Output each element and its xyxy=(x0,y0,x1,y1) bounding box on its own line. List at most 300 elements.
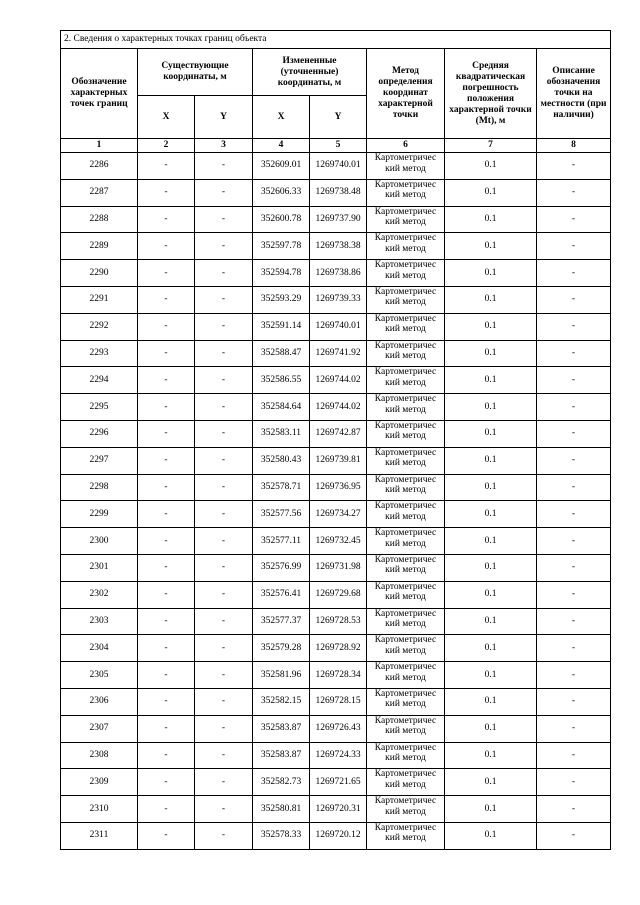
point-cell: 2287 xyxy=(61,179,138,206)
changed-y-cell: 1269742.87 xyxy=(310,420,367,447)
accuracy-cell: 0.1 xyxy=(445,822,537,849)
method-line: Картометричес xyxy=(374,179,437,190)
changed-y-cell: 1269728.15 xyxy=(310,688,367,715)
accuracy-cell: 0.1 xyxy=(445,474,537,501)
existing-y-cell: - xyxy=(195,688,253,715)
table-header xyxy=(61,31,611,153)
existing-x-cell: - xyxy=(138,581,195,608)
header-point-name: Обозначение характерных точек границ xyxy=(61,49,138,139)
point-cell: 2305 xyxy=(61,662,138,689)
table-row xyxy=(61,742,611,769)
table-row xyxy=(61,286,611,313)
existing-x-cell: - xyxy=(138,822,195,849)
method-line: кий метод xyxy=(385,511,426,522)
existing-x-cell: - xyxy=(138,715,195,742)
method-line: Картометричес xyxy=(374,394,437,405)
header-existing-x: X xyxy=(138,96,195,139)
method-cell xyxy=(367,554,445,581)
description-cell: - xyxy=(537,742,611,769)
table-row xyxy=(61,662,611,689)
table-row xyxy=(61,260,611,287)
column-number-row xyxy=(61,139,611,153)
column-number: 3 xyxy=(195,139,253,153)
existing-y-cell: - xyxy=(195,796,253,823)
method-cell xyxy=(367,447,445,474)
method-line: Картометричес xyxy=(374,769,437,780)
existing-x-cell: - xyxy=(138,153,195,180)
table-row xyxy=(61,179,611,206)
changed-y-cell: 1269738.38 xyxy=(310,233,367,260)
changed-x-cell: 352588.47 xyxy=(253,340,310,367)
existing-x-cell: - xyxy=(138,286,195,313)
changed-y-cell: 1269736.95 xyxy=(310,474,367,501)
changed-x-cell: 352591.14 xyxy=(253,313,310,340)
changed-x-cell: 352584.64 xyxy=(253,394,310,421)
method-line: Картометричес xyxy=(374,286,437,297)
existing-x-cell: - xyxy=(138,554,195,581)
point-cell: 2302 xyxy=(61,581,138,608)
method-line: Картометричес xyxy=(374,233,437,244)
description-cell: - xyxy=(537,635,611,662)
accuracy-cell: 0.1 xyxy=(445,179,537,206)
changed-x-cell: 352578.71 xyxy=(253,474,310,501)
method-cell xyxy=(367,313,445,340)
changed-y-cell: 1269739.81 xyxy=(310,447,367,474)
changed-x-cell: 352583.11 xyxy=(253,420,310,447)
existing-y-cell: - xyxy=(195,554,253,581)
changed-y-cell: 1269720.31 xyxy=(310,796,367,823)
method-cell xyxy=(367,474,445,501)
changed-y-cell: 1269728.92 xyxy=(310,635,367,662)
changed-x-cell: 352597.78 xyxy=(253,233,310,260)
accuracy-cell: 0.1 xyxy=(445,635,537,662)
existing-x-cell: - xyxy=(138,420,195,447)
point-cell: 2291 xyxy=(61,286,138,313)
method-cell xyxy=(367,206,445,233)
description-cell: - xyxy=(537,554,611,581)
changed-x-cell: 352609.01 xyxy=(253,153,310,180)
point-cell: 2286 xyxy=(61,153,138,180)
existing-x-cell: - xyxy=(138,179,195,206)
description-cell: - xyxy=(537,662,611,689)
existing-y-cell: - xyxy=(195,769,253,796)
description-cell: - xyxy=(537,528,611,555)
accuracy-cell: 0.1 xyxy=(445,528,537,555)
method-line: Картометричес xyxy=(374,447,437,458)
table-row xyxy=(61,206,611,233)
existing-x-cell: - xyxy=(138,313,195,340)
description-cell: - xyxy=(537,367,611,394)
description-cell: - xyxy=(537,796,611,823)
description-cell: - xyxy=(537,233,611,260)
column-number: 8 xyxy=(537,139,611,153)
method-line: кий метод xyxy=(385,699,426,710)
header-changed-coords: Измененные (уточненные) координаты, м xyxy=(253,49,367,96)
existing-x-cell: - xyxy=(138,233,195,260)
changed-y-cell: 1269741.92 xyxy=(310,340,367,367)
method-cell xyxy=(367,662,445,689)
method-line: Картометричес xyxy=(374,688,437,699)
accuracy-cell: 0.1 xyxy=(445,340,537,367)
changed-y-cell: 1269734.27 xyxy=(310,501,367,528)
description-cell: - xyxy=(537,179,611,206)
method-line: кий метод xyxy=(385,485,426,496)
changed-x-cell: 352600.78 xyxy=(253,206,310,233)
point-cell: 2296 xyxy=(61,420,138,447)
existing-y-cell: - xyxy=(195,340,253,367)
existing-x-cell: - xyxy=(138,796,195,823)
existing-x-cell: - xyxy=(138,340,195,367)
existing-x-cell: - xyxy=(138,394,195,421)
accuracy-cell: 0.1 xyxy=(445,286,537,313)
table-row xyxy=(61,608,611,635)
accuracy-cell: 0.1 xyxy=(445,394,537,421)
existing-x-cell: - xyxy=(138,367,195,394)
point-cell: 2298 xyxy=(61,474,138,501)
method-line: кий метод xyxy=(385,217,426,228)
changed-y-cell: 1269738.86 xyxy=(310,260,367,287)
existing-y-cell: - xyxy=(195,260,253,287)
existing-y-cell: - xyxy=(195,367,253,394)
point-cell: 2304 xyxy=(61,635,138,662)
method-line: Картометричес xyxy=(374,528,437,539)
column-number: 1 xyxy=(61,139,138,153)
accuracy-cell: 0.1 xyxy=(445,715,537,742)
column-number: 5 xyxy=(310,139,367,153)
accuracy-cell: 0.1 xyxy=(445,688,537,715)
changed-y-cell: 1269720.12 xyxy=(310,822,367,849)
method-line: Картометричес xyxy=(374,474,437,485)
changed-x-cell: 352583.87 xyxy=(253,742,310,769)
method-line: кий метод xyxy=(385,377,426,388)
table-row xyxy=(61,528,611,555)
table-row xyxy=(61,501,611,528)
table-row xyxy=(61,554,611,581)
method-line: Картометричес xyxy=(374,313,437,324)
existing-y-cell: - xyxy=(195,286,253,313)
existing-y-cell: - xyxy=(195,233,253,260)
changed-y-cell: 1269738.48 xyxy=(310,179,367,206)
column-number: 4 xyxy=(253,139,310,153)
description-cell: - xyxy=(537,447,611,474)
changed-y-cell: 1269721.65 xyxy=(310,769,367,796)
method-cell xyxy=(367,688,445,715)
method-line: Картометричес xyxy=(374,340,437,351)
method-line: Картометричес xyxy=(374,635,437,646)
accuracy-cell: 0.1 xyxy=(445,260,537,287)
method-line: кий метод xyxy=(385,753,426,764)
table-row xyxy=(61,447,611,474)
column-number: 2 xyxy=(138,139,195,153)
description-cell: - xyxy=(537,501,611,528)
point-cell: 2310 xyxy=(61,796,138,823)
changed-x-cell: 352582.15 xyxy=(253,688,310,715)
existing-y-cell: - xyxy=(195,394,253,421)
changed-y-cell: 1269729.68 xyxy=(310,581,367,608)
changed-y-cell: 1269740.01 xyxy=(310,153,367,180)
point-cell: 2303 xyxy=(61,608,138,635)
method-cell xyxy=(367,153,445,180)
header-changed-y: Y xyxy=(310,96,367,139)
column-number: 7 xyxy=(445,139,537,153)
existing-x-cell: - xyxy=(138,501,195,528)
accuracy-cell: 0.1 xyxy=(445,233,537,260)
method-line: кий метод xyxy=(385,431,426,442)
existing-y-cell: - xyxy=(195,581,253,608)
accuracy-cell: 0.1 xyxy=(445,742,537,769)
existing-y-cell: - xyxy=(195,528,253,555)
point-cell: 2294 xyxy=(61,367,138,394)
accuracy-cell: 0.1 xyxy=(445,313,537,340)
method-cell xyxy=(367,501,445,528)
existing-y-cell: - xyxy=(195,662,253,689)
method-line: Картометричес xyxy=(374,581,437,592)
method-line: кий метод xyxy=(385,404,426,415)
method-line: кий метод xyxy=(385,619,426,630)
accuracy-cell: 0.1 xyxy=(445,796,537,823)
column-number: 6 xyxy=(367,139,445,153)
description-cell: - xyxy=(537,769,611,796)
changed-y-cell: 1269726.43 xyxy=(310,715,367,742)
method-cell xyxy=(367,420,445,447)
changed-y-cell: 1269728.53 xyxy=(310,608,367,635)
description-cell: - xyxy=(537,394,611,421)
method-line: кий метод xyxy=(385,592,426,603)
method-cell xyxy=(367,769,445,796)
changed-x-cell: 352593.29 xyxy=(253,286,310,313)
existing-x-cell: - xyxy=(138,260,195,287)
point-cell: 2306 xyxy=(61,688,138,715)
table-body xyxy=(61,153,611,850)
description-cell: - xyxy=(537,688,611,715)
method-cell xyxy=(367,179,445,206)
table-row xyxy=(61,340,611,367)
accuracy-cell: 0.1 xyxy=(445,769,537,796)
changed-x-cell: 352594.78 xyxy=(253,260,310,287)
changed-x-cell: 352576.99 xyxy=(253,554,310,581)
point-cell: 2309 xyxy=(61,769,138,796)
description-cell: - xyxy=(537,581,611,608)
method-cell xyxy=(367,233,445,260)
existing-y-cell: - xyxy=(195,742,253,769)
table-row xyxy=(61,153,611,180)
accuracy-cell: 0.1 xyxy=(445,501,537,528)
description-cell: - xyxy=(537,608,611,635)
changed-x-cell: 352577.11 xyxy=(253,528,310,555)
point-cell: 2297 xyxy=(61,447,138,474)
method-line: кий метод xyxy=(385,190,426,201)
method-line: Картометричес xyxy=(374,501,437,512)
method-line: кий метод xyxy=(385,565,426,576)
existing-y-cell: - xyxy=(195,715,253,742)
method-cell xyxy=(367,528,445,555)
existing-x-cell: - xyxy=(138,742,195,769)
point-cell: 2290 xyxy=(61,260,138,287)
method-line: Картометричес xyxy=(374,260,437,271)
method-line: кий метод xyxy=(385,270,426,281)
changed-x-cell: 352581.96 xyxy=(253,662,310,689)
existing-y-cell: - xyxy=(195,153,253,180)
description-cell: - xyxy=(537,715,611,742)
point-cell: 2293 xyxy=(61,340,138,367)
existing-y-cell: - xyxy=(195,447,253,474)
existing-y-cell: - xyxy=(195,313,253,340)
changed-y-cell: 1269724.33 xyxy=(310,742,367,769)
existing-x-cell: - xyxy=(138,688,195,715)
description-cell: - xyxy=(537,420,611,447)
existing-x-cell: - xyxy=(138,769,195,796)
header-existing-y: Y xyxy=(195,96,253,139)
description-cell: - xyxy=(537,153,611,180)
header-method: Метод определения координат характерной точки xyxy=(367,49,445,139)
existing-y-cell: - xyxy=(195,206,253,233)
changed-y-cell: 1269737.90 xyxy=(310,206,367,233)
method-line: Картометричес xyxy=(374,420,437,431)
point-cell: 2308 xyxy=(61,742,138,769)
changed-x-cell: 352586.55 xyxy=(253,367,310,394)
description-cell: - xyxy=(537,474,611,501)
accuracy-cell: 0.1 xyxy=(445,554,537,581)
accuracy-cell: 0.1 xyxy=(445,447,537,474)
method-cell xyxy=(367,340,445,367)
table-row xyxy=(61,367,611,394)
point-cell: 2307 xyxy=(61,715,138,742)
header-changed-x: X xyxy=(253,96,310,139)
changed-x-cell: 352577.56 xyxy=(253,501,310,528)
point-cell: 2301 xyxy=(61,554,138,581)
point-cell: 2300 xyxy=(61,528,138,555)
method-line: Картометричес xyxy=(374,153,437,163)
existing-y-cell: - xyxy=(195,635,253,662)
changed-y-cell: 1269728.34 xyxy=(310,662,367,689)
existing-x-cell: - xyxy=(138,635,195,662)
method-cell xyxy=(367,635,445,662)
accuracy-cell: 0.1 xyxy=(445,420,537,447)
header-description: Описание обозначения точки на местности (при наличии) xyxy=(537,49,611,139)
existing-x-cell: - xyxy=(138,662,195,689)
description-cell: - xyxy=(537,340,611,367)
changed-x-cell: 352576.41 xyxy=(253,581,310,608)
existing-x-cell: - xyxy=(138,474,195,501)
method-line: кий метод xyxy=(385,351,426,362)
table-row xyxy=(61,822,611,849)
point-cell: 2299 xyxy=(61,501,138,528)
accuracy-cell: 0.1 xyxy=(445,581,537,608)
method-line: кий метод xyxy=(385,833,426,844)
table-row xyxy=(61,635,611,662)
table-row xyxy=(61,233,611,260)
accuracy-cell: 0.1 xyxy=(445,608,537,635)
description-cell: - xyxy=(537,206,611,233)
changed-y-cell: 1269731.98 xyxy=(310,554,367,581)
method-line: кий метод xyxy=(385,779,426,790)
table-row xyxy=(61,581,611,608)
existing-x-cell: - xyxy=(138,206,195,233)
changed-x-cell: 352580.43 xyxy=(253,447,310,474)
table-row xyxy=(61,769,611,796)
point-cell: 2289 xyxy=(61,233,138,260)
description-cell: - xyxy=(537,260,611,287)
changed-x-cell: 352583.87 xyxy=(253,715,310,742)
method-cell xyxy=(367,394,445,421)
header-existing-coords: Существующие координаты, м xyxy=(138,49,253,96)
changed-y-cell: 1269732.45 xyxy=(310,528,367,555)
accuracy-cell: 0.1 xyxy=(445,206,537,233)
method-cell xyxy=(367,822,445,849)
existing-x-cell: - xyxy=(138,608,195,635)
method-line: Картометричес xyxy=(374,822,437,833)
changed-x-cell: 352580.81 xyxy=(253,796,310,823)
existing-y-cell: - xyxy=(195,420,253,447)
document-sheet xyxy=(60,30,610,850)
method-line: Картометричес xyxy=(374,662,437,673)
existing-x-cell: - xyxy=(138,447,195,474)
method-line: кий метод xyxy=(385,163,426,174)
boundary-points-table xyxy=(60,30,611,850)
description-cell: - xyxy=(537,286,611,313)
table-row xyxy=(61,688,611,715)
existing-y-cell: - xyxy=(195,179,253,206)
accuracy-cell: 0.1 xyxy=(445,662,537,689)
accuracy-cell: 0.1 xyxy=(445,153,537,180)
point-cell: 2295 xyxy=(61,394,138,421)
table-row xyxy=(61,715,611,742)
method-line: Картометричес xyxy=(374,367,437,378)
description-cell: - xyxy=(537,313,611,340)
changed-x-cell: 352606.33 xyxy=(253,179,310,206)
changed-y-cell: 1269744.02 xyxy=(310,394,367,421)
method-cell xyxy=(367,367,445,394)
table-row xyxy=(61,796,611,823)
method-cell xyxy=(367,715,445,742)
method-line: кий метод xyxy=(385,538,426,549)
method-line: кий метод xyxy=(385,645,426,656)
changed-x-cell: 352582.73 xyxy=(253,769,310,796)
point-cell: 2311 xyxy=(61,822,138,849)
changed-x-cell: 352579.28 xyxy=(253,635,310,662)
method-line: Картометричес xyxy=(374,742,437,753)
changed-y-cell: 1269740.01 xyxy=(310,313,367,340)
method-cell xyxy=(367,286,445,313)
method-cell xyxy=(367,608,445,635)
method-cell xyxy=(367,742,445,769)
method-line: кий метод xyxy=(385,672,426,683)
existing-x-cell: - xyxy=(138,528,195,555)
method-line: Картометричес xyxy=(374,206,437,217)
accuracy-cell: 0.1 xyxy=(445,367,537,394)
changed-x-cell: 352578.33 xyxy=(253,822,310,849)
method-line: кий метод xyxy=(385,243,426,254)
method-line: кий метод xyxy=(385,458,426,469)
description-cell: - xyxy=(537,822,611,849)
point-cell: 2288 xyxy=(61,206,138,233)
table-row xyxy=(61,394,611,421)
existing-y-cell: - xyxy=(195,608,253,635)
table-row xyxy=(61,474,611,501)
method-cell xyxy=(367,260,445,287)
point-cell: 2292 xyxy=(61,313,138,340)
existing-y-cell: - xyxy=(195,474,253,501)
existing-y-cell: - xyxy=(195,822,253,849)
method-line: кий метод xyxy=(385,324,426,335)
changed-x-cell: 352577.37 xyxy=(253,608,310,635)
table-row xyxy=(61,313,611,340)
existing-y-cell: - xyxy=(195,501,253,528)
method-line: кий метод xyxy=(385,806,426,817)
changed-y-cell: 1269739.33 xyxy=(310,286,367,313)
method-line: Картометричес xyxy=(374,608,437,619)
method-line: кий метод xyxy=(385,297,426,308)
